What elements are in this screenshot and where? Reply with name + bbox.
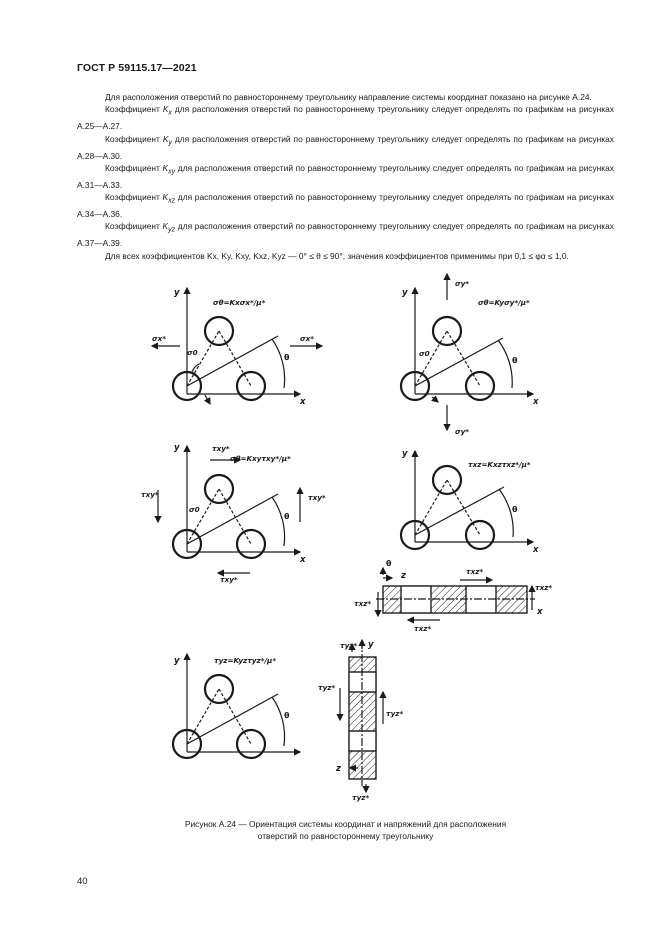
diagram-tau-yz [173,640,383,792]
label-y-a: y [174,288,180,298]
label-y-d: y [402,449,408,459]
label-tau-yz-left: τyz* [318,683,336,692]
label-tau-yz-right: τyz* [386,709,404,718]
label-y-section: y [368,640,374,650]
formula-a: σθ=Kxσx*/μ* [213,298,266,307]
paragraph-2: Коэффициент $K_x$ для расположения отверстий по равностороннему треугольнику следует определять по графикам на рисунках А.25—А.27. [77,104,614,132]
label-y-c: y [174,443,180,453]
paragraph-6: Коэффициент $K_{yz}$ для расположения отверстий по равностороннему треугольнику следует определять по графикам на рисунках А.37—А.39. [77,221,614,249]
label-x-c: x [300,555,306,565]
label-tau-xy-bottom: τxy* [220,575,238,584]
diagram-tau-xz [376,451,535,620]
label-theta-a: θ [284,353,290,362]
formula-b: σθ=Kyσy*/μ* [478,298,530,307]
paragraph-5: Коэффициент $K_{xz}$ для расположения отверстий по равностороннему треугольнику следует определять по графикам на рисунках А.34—А.36. [77,192,614,220]
label-z-e: z [336,764,341,774]
label-z-d: z [401,571,406,581]
label-tau-xy-right: τxy* [308,493,326,502]
label-tau-xz-right: τxz* [535,583,553,592]
paragraph-3: Коэффициент $K_y$ для расположения отверстий по равностороннему треугольнику следует определять по графикам на рисунках А.28—А.30. [77,133,614,161]
label-tau-yz-bottom: τyz* [352,793,370,802]
label-sigma0-c: σ0 [189,505,200,514]
caption-line-2: отверстий по равностороннему треугольнику [257,831,434,841]
label-tau-xy-left: τxy* [141,490,159,499]
formula-c: σθ=Kxyτxy*/μ* [230,454,291,463]
paragraph-4: Коэффициент $K_{xy}$ для расположения отверстий по равностороннему треугольнику следует определять по графикам на рисунках А.31—А.33. [77,162,614,190]
label-sigma-x-left: σx* [152,334,166,343]
formula-e: τyz=Kyzτyz*/μ* [214,656,277,665]
label-y-e: y [174,656,180,666]
figure-caption [77,818,614,842]
label-sigma-y-top: σy* [455,279,470,288]
page-number: 40 [77,876,88,887]
diagram-labels [141,279,552,802]
label-sigma-x-right: σx* [300,334,314,343]
diagrams [152,274,535,792]
label-x-b: x [533,397,539,407]
label-theta-c: θ [284,512,290,521]
label-y-b: y [402,288,408,298]
paragraph-7: Для всех коэффициентов Kx, Ky, Kxy, Kxz, Kyz — 0° ≤ θ ≤ 90°, значения коэффициентов применимы при 0,1 ≤ φα ≤ 1,0. [105,250,569,261]
formula-d: τxz=Kxzτxz*/μ* [468,460,531,469]
label-tau-yz-top: τyz* [340,641,358,650]
label-sigma0-a: σ0 [187,348,198,357]
label-tau-xz-top: τxz* [466,567,484,576]
label-sigma0-b: σ0 [419,349,430,358]
paragraph-1: Для расположения отверстий по равностороннему треугольнику направление системы координат показано на рисунке А.24. [105,92,592,102]
diagram-tau-xy [158,446,300,573]
label-x-d: x [533,545,539,555]
label-theta-b: θ [512,356,518,365]
document-header: ГОСТ Р 59115.17—2021 [77,62,197,74]
label-tau-xz-bottom: τxz* [414,624,432,633]
label-theta-e: θ [284,711,290,720]
label-tau-xz-left: τxz* [354,599,372,608]
caption-line-1: Рисунок А.24 — Ориентация системы координат и напряжений для расположения [184,819,507,829]
label-tau-xy-top: τxy* [212,444,230,453]
label-theta-section: θ [386,559,392,568]
label-x-a: x [300,397,306,407]
label-x-section: x [537,607,543,617]
label-sigma-y-bottom: σy* [455,427,470,436]
label-theta-d: θ [512,505,518,514]
